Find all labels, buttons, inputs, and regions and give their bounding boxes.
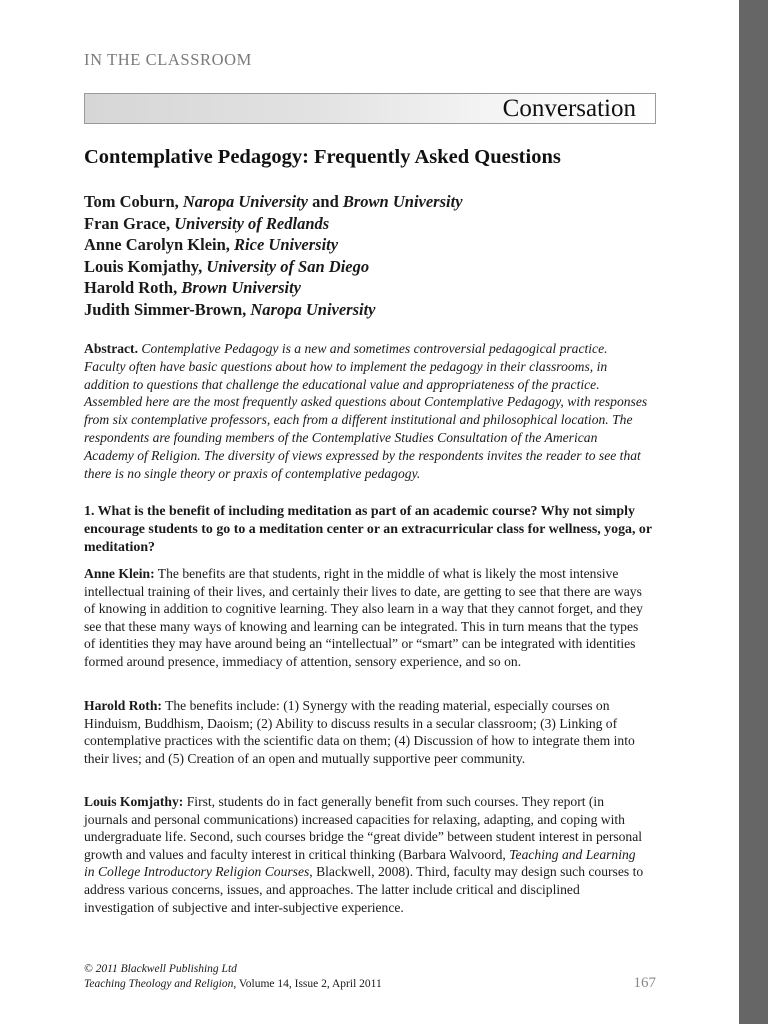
abstract-label: Abstract. — [84, 341, 138, 356]
journal-citation — [84, 977, 656, 992]
page-number: 167 — [633, 975, 656, 991]
author-affiliation: Rice University — [234, 235, 339, 254]
author-line — [84, 191, 463, 213]
article-title: Contemplative Pedagogy: Frequently Asked Questions — [84, 146, 561, 168]
author-name: Anne Carolyn Klein, — [84, 235, 230, 254]
author-line — [84, 234, 463, 256]
journal-name: Teaching Theology and Religion — [84, 978, 234, 990]
author-line — [84, 213, 463, 235]
answer-text: The benefits are that students, right in the middle of what is likely the most intensive intellectual training of their lives, and certainly their lives to date, are getting to see that there are ways of knowing in addition to cognitive learning. They also learn in a way that they cannot forget, and they see that these many ways of knowing and learning can be integrated. This in turn means that the types of identities they may have around being an “intellectual” or “smart” can be integrated with identities formed around presence, immediacy of attention, sensory experience, and so on. — [84, 566, 643, 669]
author-name: Judith Simmer-Brown, — [84, 299, 247, 319]
section-banner — [84, 93, 656, 124]
answer-block — [84, 793, 648, 916]
answer-speaker: Anne Klein: — [84, 566, 155, 581]
abstract — [84, 340, 650, 482]
author-name: Harold Roth, — [84, 278, 178, 297]
answer-block — [84, 565, 648, 671]
question-1: 1. What is the benefit of including meditation as part of an academic course? Why not simply encourage students to go to a meditation center or an extracurricular class for wellness, yoga, or meditation? — [84, 504, 652, 555]
author-affiliation: Brown University — [181, 278, 301, 297]
author-affiliation-secondary: Brown University — [342, 192, 463, 211]
author-affiliation: University of Redlands — [174, 213, 330, 233]
section-label: IN THE CLASSROOM — [84, 50, 252, 69]
author-conjunction: and — [312, 192, 339, 211]
author-affiliation: Naropa University — [182, 192, 309, 211]
author-affiliation: University of San Diego — [206, 256, 370, 276]
page-footer — [84, 962, 656, 992]
author-line — [84, 277, 463, 299]
author-name: Louis Komjathy, — [84, 256, 203, 276]
author-name: Tom Coburn, — [84, 192, 179, 211]
abstract-text: Contemplative Pedagogy is a new and sometimes controversial pedagogical practice. Faculty often have basic questions about how to implement the pedagogy in their classrooms, in addition to questions that challenge the educational value and appropriateness of the practice. Assembled here are the most frequently asked questions about Contemplative Pedagogy, with responses from six contemplative professors, each from a different institutional and philosophical location. The respondents are founding members of the Contemplative Studies Consultation of the American Academy of Religion. The diversity of views expressed by the respondents invites the reader to see that there is no single theory or praxis of contemplative pedagogy. — [84, 341, 648, 481]
author-line — [84, 256, 463, 278]
author-line — [84, 299, 463, 321]
page-edge-strip — [739, 0, 768, 1024]
journal-issue: , Volume 14, Issue 2, April 2011 — [233, 978, 382, 990]
answer-text: First, students do in fact generally benefit from such courses. They report (in journals and personal communications) increased capacities for relaxing, adapting, and coping with undergraduate life. Second, such courses bridge the “great divide” between student interest in personal growth and values and faculty interest in critical thinking (Barbara Walvoord, — [84, 794, 643, 862]
answer-text-continued: , Blackwell, 2008). Third, faculty may design such courses to address various concerns, issues, and approaches. The latter include critical and disciplined investigation of subjective and inter-subjective experience. — [84, 864, 644, 915]
answer-text: The benefits include: (1) Synergy with the reading material, especially courses on Hinduism, Buddhism, Daoism; (2) Ability to discuss results in a secular classroom; (3) Linking of contemplative practices with the scientific data on them; (4) Discussion of how to integrate them into their lives; and (5) Creation of an open and mutually supportive peer community. — [84, 698, 635, 766]
copyright-text: © 2011 Blackwell Publishing Ltd — [84, 963, 237, 975]
author-name: Fran Grace, — [84, 213, 171, 233]
answer-block — [84, 697, 648, 767]
banner-title: Conversation — [502, 95, 636, 122]
cited-book-title: Teaching and Learning in College Introductory Religion Courses — [84, 846, 636, 880]
copyright-line — [84, 962, 656, 977]
author-affiliation: Naropa University — [250, 299, 376, 319]
answer-speaker: Harold Roth: — [84, 698, 162, 713]
author-list — [84, 191, 463, 320]
answer-speaker: Louis Komjathy: — [84, 794, 184, 809]
